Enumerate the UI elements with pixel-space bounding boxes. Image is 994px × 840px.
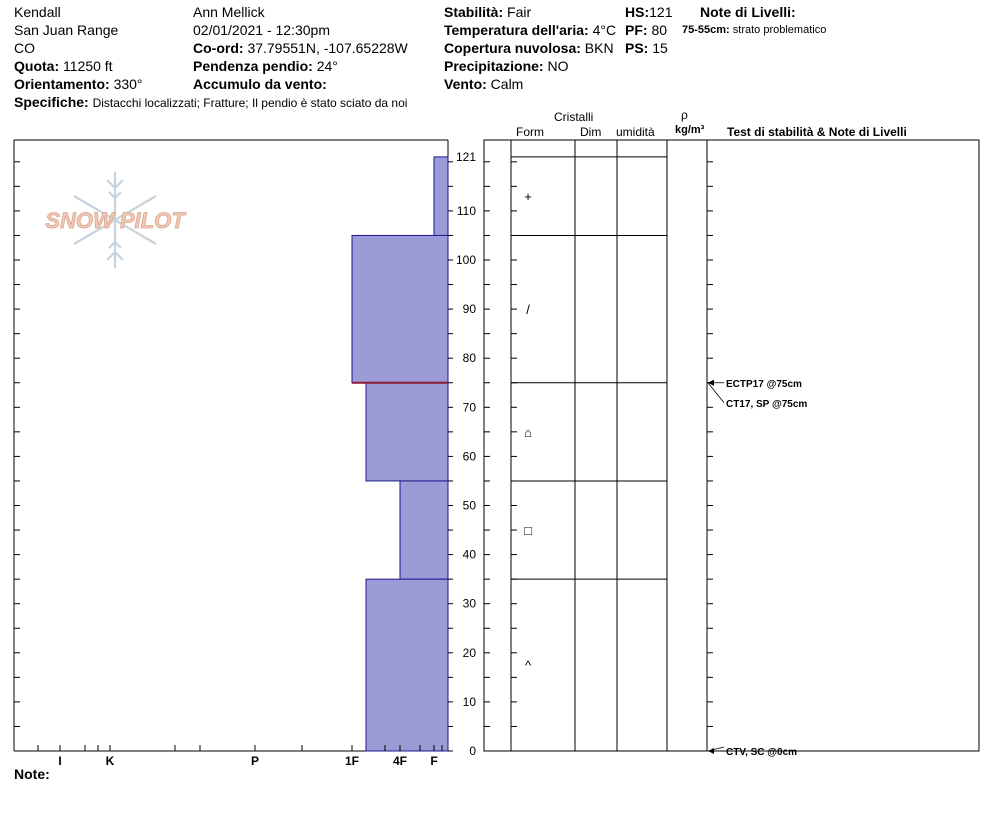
hardness-label-F: F	[430, 754, 438, 768]
test-label-0: ECTP17 @75cm	[726, 378, 802, 390]
cloud-cover: Copertura nuvolosa: BKN	[444, 40, 614, 56]
stability-notes-header: Test di stabilità & Note di Livelli	[727, 125, 907, 139]
height-tick-label: 50	[462, 498, 476, 513]
grain-form-2: ⌂	[524, 424, 532, 440]
ski-penetration: PS: 15	[625, 40, 668, 56]
hardness-layer-2	[366, 383, 448, 481]
form-header: Form	[516, 125, 544, 139]
grain-form-0: +	[524, 189, 532, 205]
slope-angle: Pendenza pendio: 24°	[193, 58, 338, 74]
height-tick-label: 121	[455, 149, 476, 164]
wind-loading: Accumulo da vento:	[193, 76, 327, 92]
stability: Stabilità: Fair	[444, 4, 532, 20]
datetime: 02/01/2021 - 12:30pm	[193, 22, 330, 38]
size-header: Dim	[580, 125, 602, 139]
density-unit-header: kg/m³	[675, 124, 705, 136]
moisture-header: umidità	[616, 125, 655, 139]
foot-penetration: PF: 80	[625, 22, 668, 38]
hardness-label-I: I	[58, 754, 62, 768]
logo-text: SNOW PILOT	[45, 208, 185, 233]
height-tick-label: 100	[455, 253, 476, 267]
hardness-layer-1	[352, 235, 448, 382]
height-tick-label: 10	[462, 694, 476, 709]
test-arrowhead-2	[708, 748, 714, 754]
test-arrowhead-1	[708, 380, 714, 386]
air-temperature: Temperatura dell'aria: 4°C	[444, 22, 617, 38]
test-label-1: CT17, SP @75cm	[726, 398, 808, 410]
grain-form-1: /	[526, 302, 530, 318]
height-tick-label: 70	[462, 400, 476, 415]
mountain-range: San Juan Range	[14, 22, 119, 38]
rho-header: ρ	[681, 108, 688, 122]
coordinates: Co-ord: 37.79551N, -107.65228W	[193, 40, 408, 56]
height-tick-label: 0	[469, 744, 476, 758]
layers-table-frame	[484, 140, 979, 751]
location: Kendall	[14, 4, 61, 20]
aspect: Orientamento: 330°	[14, 76, 143, 92]
hardness-layer-4	[366, 579, 448, 751]
height-tick-label: 20	[462, 645, 476, 660]
height-tick-label: 110	[456, 203, 476, 218]
hardness-layer-3	[400, 481, 448, 579]
hardness-label-1F: 1F	[344, 754, 360, 768]
test-arrow-1	[708, 383, 724, 403]
height-tick-label: 80	[462, 351, 476, 366]
test-label-2: CTV, SC @0cm	[726, 747, 798, 758]
snow-height: HS:121	[625, 4, 673, 20]
height-tick-label: 90	[462, 302, 476, 317]
hardness-label-P: P	[250, 754, 260, 768]
hardness-layer-0	[434, 157, 448, 236]
grain-form-3: □	[524, 523, 532, 539]
hardness-label-K: K	[105, 754, 115, 768]
hardness-label-4F: 4F	[392, 754, 408, 768]
wind: Vento: Calm	[444, 76, 524, 92]
height-tick-label: 40	[462, 547, 476, 562]
grain-form-4: ^	[524, 658, 532, 674]
notes-label: Note:	[14, 766, 50, 782]
elevation: Quota: 11250 ft	[14, 58, 113, 74]
crystals-header: Cristalli	[554, 110, 594, 124]
layer-notes-title: Note di Livelli:	[700, 4, 796, 20]
height-tick-label: 60	[462, 449, 476, 464]
layer-note: 75-55cm: strato problematico	[682, 24, 827, 36]
height-tick-label: 30	[462, 596, 476, 611]
specifics: Specifiche: Distacchi localizzati; Fratture; Il pendio è stato sciato da noi	[14, 94, 408, 110]
precipitation: Precipitazione: NO	[444, 58, 569, 74]
state: CO	[14, 40, 35, 56]
observer: Ann Mellick	[193, 4, 265, 20]
